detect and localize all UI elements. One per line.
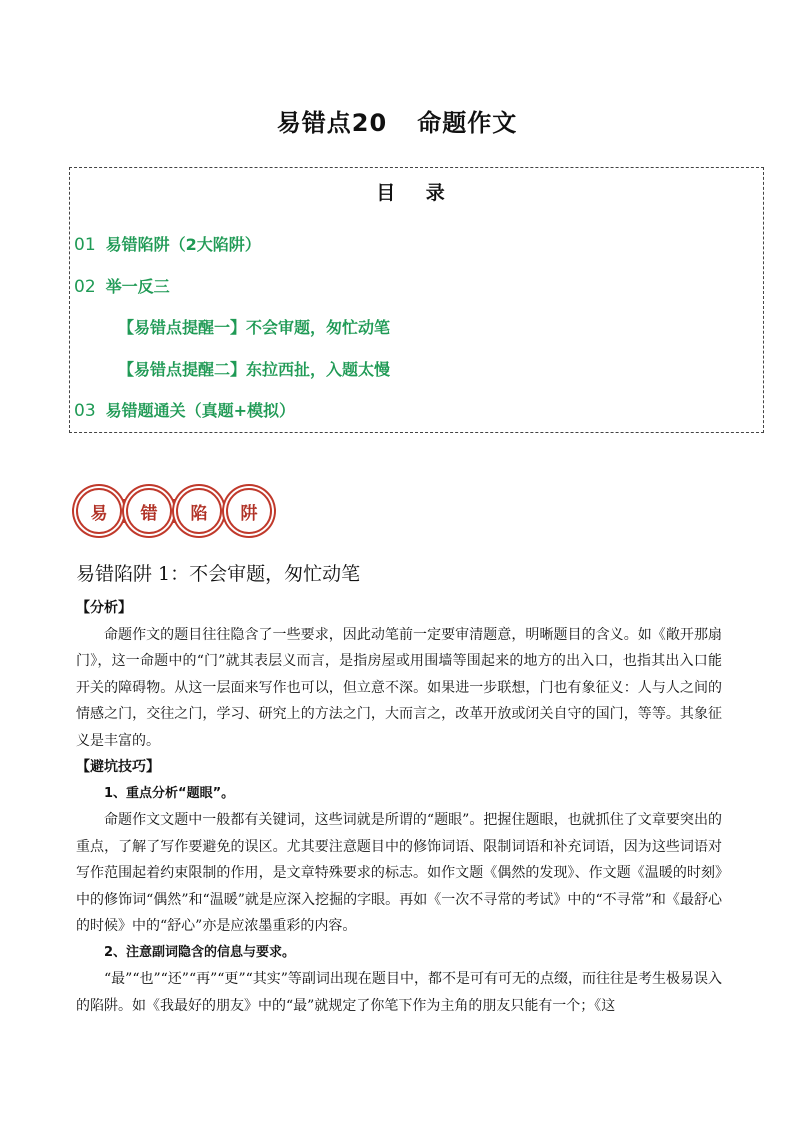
section-title: 易错陷阱 1：不会审题，匆忙动笔 [76, 563, 361, 585]
toc-subitem-2[interactable]: 【易错点提醒二】东拉西扯，入题太慢 [118, 360, 391, 379]
analysis-text: 命题作文的题目往往隐含了一些要求，因此动笔前一定要审清题意，明晰题目的含义。如《敞开那扇门》，这一命题中的“门”就其表层义而言，是指房屋或用围墙等围起来的地方的出入口，也指其出入口能开关的障碍物。从这一层面来写作也可以，但立意不深。如果进一步联想，门也有象征义：人与人之间的情感之门，交往之门，学习、研究上的方法之门，大而言之，改革开放或闭关自守的国门，等等。其象征义是丰富的。 [76, 626, 722, 749]
toc-item-2[interactable]: 02 举一反三 [74, 277, 170, 297]
tip1-title: 1、重点分析“题眼”。 [104, 785, 235, 801]
toc-item-1[interactable]: 01 易错陷阱（2大陷阱） [74, 235, 261, 255]
analysis-label: 【分析】 [76, 600, 132, 616]
toc-item-3[interactable]: 03 易错题通关（真题+模拟） [74, 401, 296, 421]
toc-box [69, 167, 764, 433]
tips-label: 【避坑技巧】 [76, 759, 160, 775]
badge-char: 陷 [176, 488, 222, 534]
page-title: 易错点20 命题作文 [276, 109, 518, 137]
badge-char: 阱 [226, 488, 272, 534]
toc-heading: 目 录 [376, 182, 457, 204]
tip2-text: “最”“也”“还”“再”“更”“其实”等副词出现在题目中，都不是可有可无的点缀，而往往是考生极易误入的陷阱。如《我最好的朋友》中的“最”就规定了你笔下作为主角的朋友只能有一个；《这 [76, 971, 722, 1014]
tip2-title: 2、注意副词隐含的信息与要求。 [104, 944, 296, 960]
badge-char: 易 [76, 488, 122, 534]
toc-subitem-1[interactable]: 【易错点提醒一】不会审题，匆忙动笔 [118, 318, 391, 337]
content-body [76, 595, 722, 1019]
section-badge [76, 488, 276, 534]
tip1-text: 命题作文文题中一般都有关键词，这些词就是所谓的“题眼”。把握住题眼，也就抓住了文章要突出的重点，了解了写作要避免的误区。尤其要注意题目中的修饰词语、限制词语和补充词语，因为这些词语对写作范围起着约束限制的作用，是文章特殊要求的标志。如作文题《偶然的发现》、作文题《温暖的时刻》中的修饰词“偶然”和“温暖”就是应深入挖掘的字眼。再如《一次不寻常的考试》中的“不寻常”和《最舒心的时候》中的“舒心”亦是应浓墨重彩的内容。 [76, 812, 722, 934]
badge-char: 错 [126, 488, 172, 534]
